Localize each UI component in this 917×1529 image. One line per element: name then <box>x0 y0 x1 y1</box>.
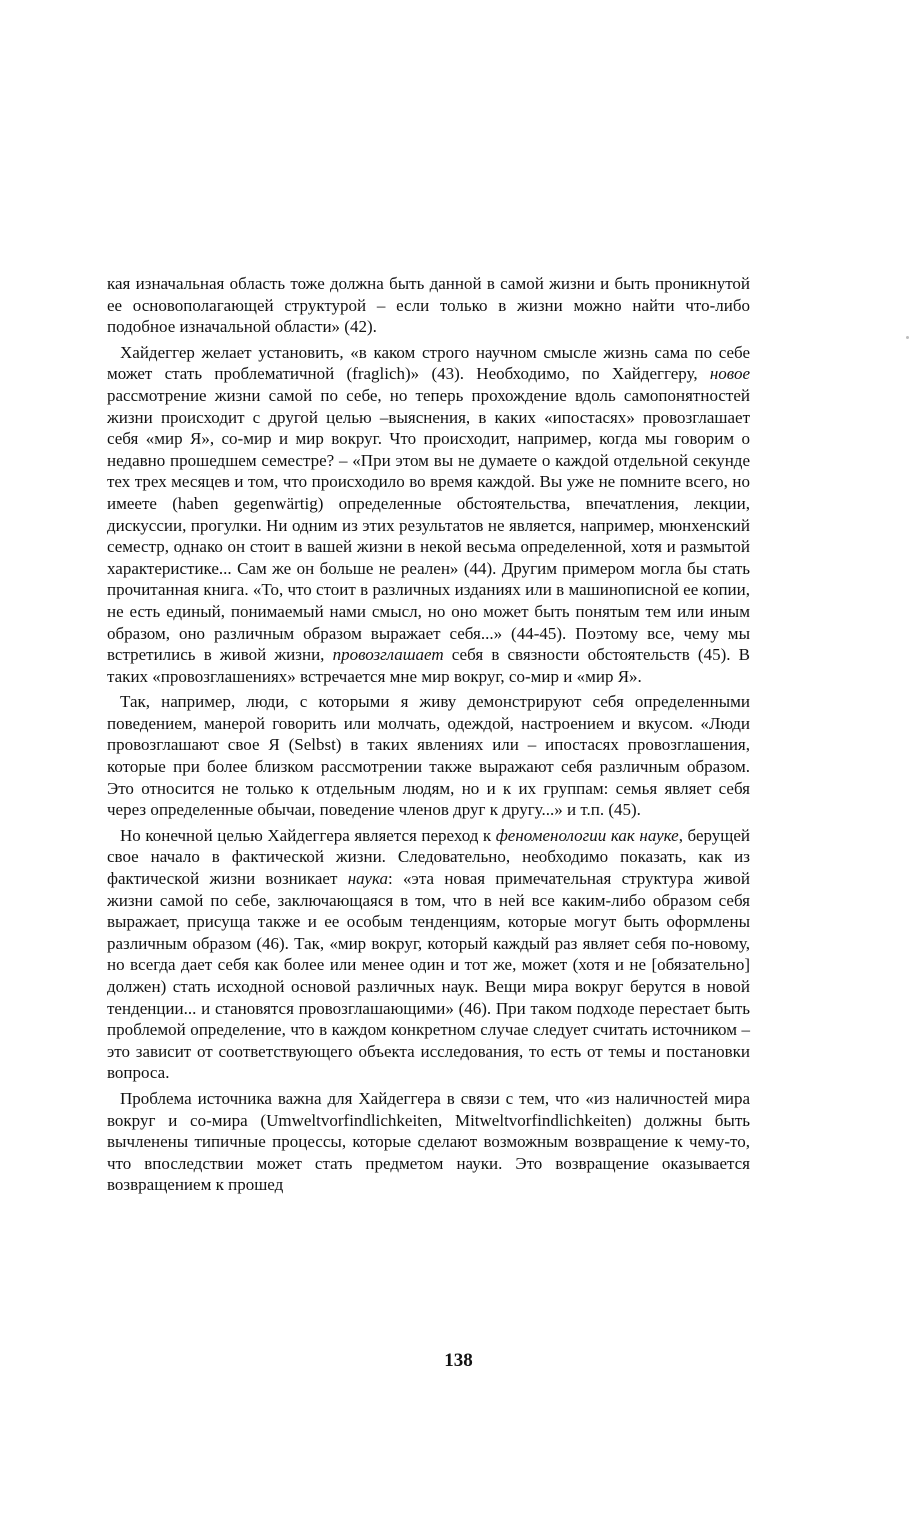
paragraph <box>107 825 750 1084</box>
italic-text: феноменологии как науке <box>495 825 679 845</box>
paragraph <box>107 1088 750 1196</box>
page-number: 138 <box>444 1350 473 1371</box>
text-run: кая изначальная область тоже должна быть данной в самой жизни и быть проникнутой ее основополагающей структурой – если только в жизни можно найти что-либо подобное изначальной области» (42). <box>107 274 750 337</box>
paragraph <box>107 273 750 338</box>
body-text <box>107 273 750 1200</box>
text-run: , берущей свое начало в фактической жизни. Следовательно, необходимо показать, как из фактической жизни возникает <box>107 825 751 889</box>
text-run: Хайдеггер желает установить, «в каком строго научном смысле жизнь сама по себе может стать проблематичной (fraglich)» (43). Необходимо, по Хайдеггеру, <box>107 342 750 384</box>
italic-text: новое <box>709 364 750 384</box>
text-run: себя в связности обстоятельств (45). В таких «провозглашениях» встречается мне мир вокруг, со-мир и «мир Я». <box>107 645 750 686</box>
scan-speck <box>906 336 909 339</box>
paragraph <box>107 342 750 688</box>
text-run: Проблема источника важна для Хайдеггера в связи с тем, что «из наличностей мира вокруг и со-мира (Umweltvorfindlichkeiten, Mitweltvorfindlichkeiten) должны быть вычленены типичные процессы, которые сделают возможным возвращение к чему-то, что впоследствии может стать предметом науки. Это возвращение оказывается возвращением к прошед <box>107 1088 750 1195</box>
paragraph <box>107 691 750 821</box>
italic-text: провозглашает <box>332 645 444 665</box>
text-run: Так, например, люди, с которыми я живу демонстрируют себя определенными поведением, манерой говорить или молчать, одеждой, настроением и вкусом. «Люди провозглашают свое Я (Selbst) в таких явлениях или – ипостасях провозглашения, которые при более близком рассмотрении также выражают себя различным образом. Это относится не только к отдельным людям, но и к их группам: семья являет себя через определенные обычаи, поведение членов друг к другу...» и т.п. (45). <box>107 692 750 820</box>
text-run: рассмотрение жизни самой по себе, но теперь прохождение вдоль самопонятностей жизни происходит с другой целью –выяснения, в каких «ипостасях» провозглашает себя «мир Я», со-мир и мир вокруг. Что происходит, например, когда мы говорим о недавно прошедшем семестре? – «При этом вы не думаете о каждой отдельной секунде тех трех месяцев и том, что происходило во время каждой. Вы уже не помните всего, но имеете (haben gegenwärtig) определенные обстоятельства, впечатления, лекции, дискуссии, прогулки. Ни одним из этих результатов не является, например, мюнхенский семестр, однако он стоит в вашей жизни в некой весьма определенной, хотя и размытой характеристике... Сам же он больше не реален» (44). Другим примером могла бы стать прочитанная книга. «То, что стоит в различных изданиях или в машинописной ее копии, не есть единый, понимаемый нами смысл, но оно может быть понятым тем или иным образом, оно различным образом выражает себя...» (44-45). Поэтому все, чему мы встретились в живой жизни, <box>107 385 750 665</box>
italic-text: наука <box>347 869 388 889</box>
text-run: Но конечной целью Хайдеггера является переход к <box>120 825 496 845</box>
text-run: : «эта новая примечательная структура живой жизни самой по себе, заключающаяся в том, что в ней все каким-либо образом себя выражает, присуща также и ее особым тенденциям, которые могут быть оформлены различным образом (46). Так, «мир вокруг, который каждый раз являет себя по-новому, но всегда дает себя как более или менее один и тот же, может (хотя и не [обязательно] должен) стать исходной основой различных наук. Вещи мира вокруг берутся в новой тенденции... и становятся провозглашающими» (46). При таком подходе перестает быть проблемой определение, что в каждом конкретном случае следует считать источником – это зависит от соответствующего объекта исследования, то есть от темы и постановки вопроса. <box>107 869 750 1083</box>
